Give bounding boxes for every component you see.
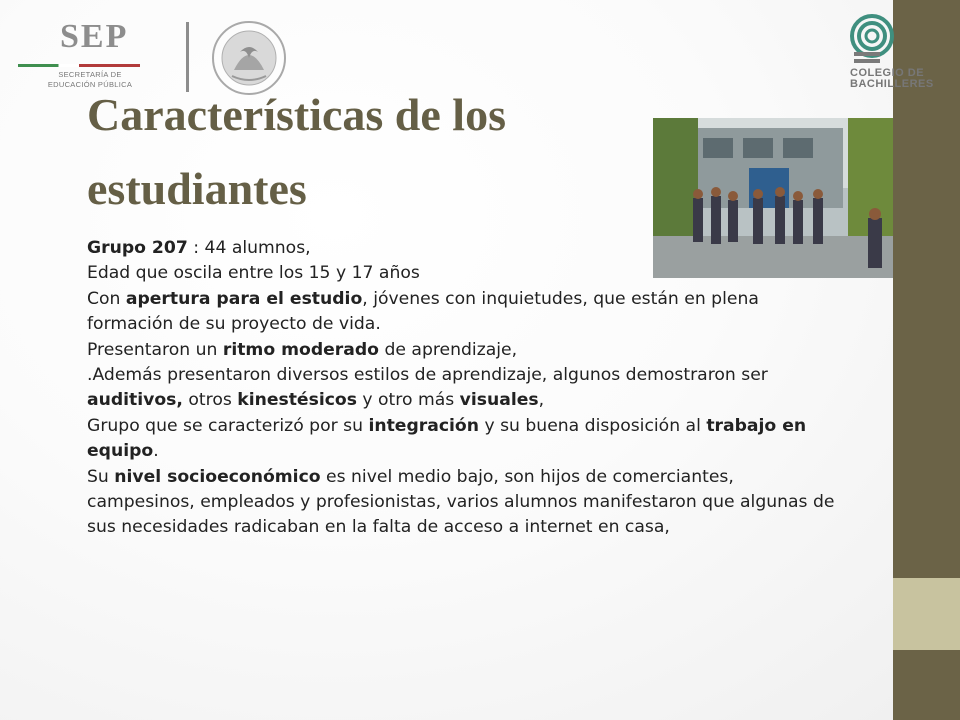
colegio-bachilleres-logo-icon [846, 8, 946, 108]
text-run: , [538, 390, 545, 411]
title-line-2: estudiantes [87, 163, 307, 214]
sidebar [893, 0, 960, 720]
text-run: y otro más [356, 390, 460, 411]
paragraph-age [87, 261, 847, 286]
sidebar-band [893, 578, 960, 650]
text-run: de aprendizaje, [379, 339, 518, 360]
text-run: Su [87, 466, 115, 487]
emphasis-text: kinestésicos [237, 390, 357, 411]
title-line-1: Características de los [87, 89, 506, 140]
text-run: es nivel medio bajo, son hijos de comerciantes, campesinos, empleados y profesionistas, varios alumnos manifestaron que algunas de sus necesidades radicaban en la falta de acceso a internet en casa, [87, 466, 835, 538]
sep-subtitle: SECRETARÍA DE EDUCACIÓN PÚBLICA [47, 70, 133, 89]
emphasis-text: trabajo en equipo [87, 415, 807, 462]
text-run: Edad que oscila entre los 15 y 17 años [87, 263, 420, 284]
slide-title [87, 78, 667, 226]
text-run: Presentaron un [87, 339, 223, 360]
emphasis-text: visuales [459, 390, 539, 411]
emphasis-text: integración [368, 415, 479, 436]
text-run: , jóvenes con inquietudes, que están en plena formación de su proyecto de vida. [87, 288, 759, 335]
text-run: . [153, 441, 159, 462]
text-run: .Además presentaron diversos estilos de aprendizaje, algunos demostraron ser [87, 365, 768, 386]
paragraph-learning-styles [87, 363, 847, 414]
text-run: Con [87, 288, 126, 309]
body-text [87, 236, 847, 541]
emphasis-text: apertura para el estudio [125, 288, 363, 309]
paragraph-group [87, 236, 847, 261]
text-run: Grupo que se caracterizó por su [87, 415, 369, 436]
emphasis-text: auditivos, [87, 390, 183, 411]
emphasis-text: Grupo 207 [87, 238, 188, 258]
emphasis-text: nivel socioeconómico [114, 466, 321, 487]
paragraph-socioeconomic [87, 465, 847, 541]
paragraph-openness [87, 287, 847, 338]
colegio-bachilleres-text: COLEGIO DE BACHILLERES [850, 67, 934, 90]
text-run: y su buena disposición al [478, 415, 707, 436]
paragraph-integration [87, 414, 847, 465]
text-run: : 44 alumnos, [187, 238, 311, 258]
emphasis-text: ritmo moderado [222, 339, 379, 360]
sep-flag-line [18, 64, 140, 67]
text-run: otros [182, 390, 238, 411]
sep-wordmark: SEP [60, 18, 129, 55]
paragraph-rhythm [87, 338, 847, 363]
